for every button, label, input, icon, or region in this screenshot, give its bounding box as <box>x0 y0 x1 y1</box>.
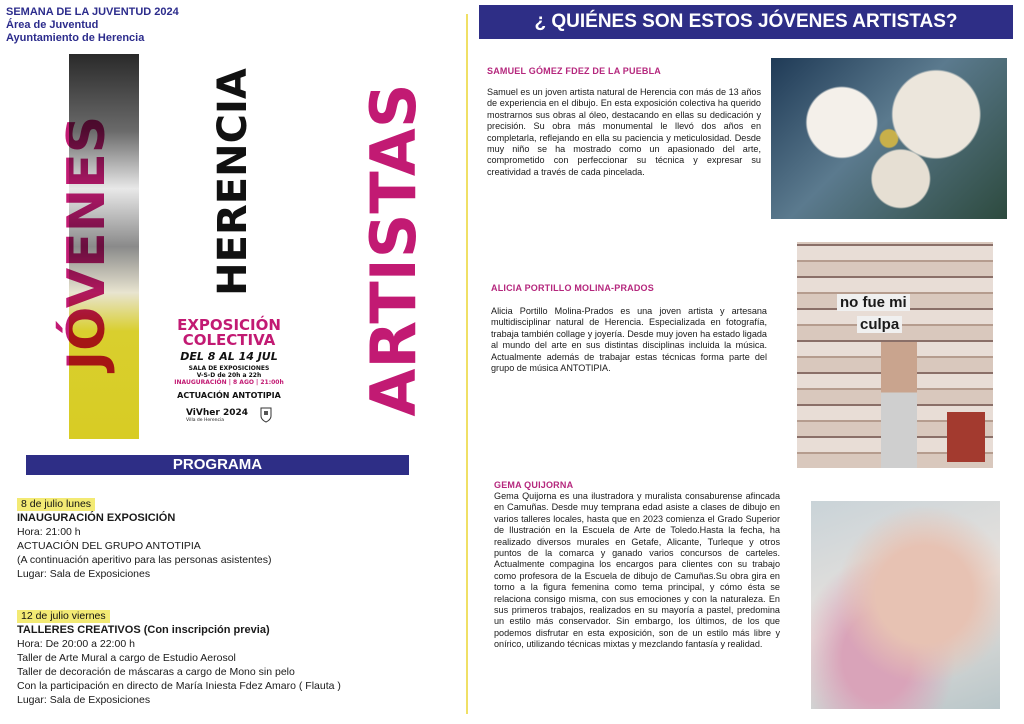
event-1-title: INAUGURACIÓN EXPOSICIÓN <box>17 512 176 524</box>
event-1-line-3: (A continuación aperitivo para las personas asistentes) <box>17 554 272 566</box>
artwork-text-1: no fue mi <box>837 294 910 311</box>
artist-2-artwork-collage <box>797 242 993 468</box>
poster-dates: DEL 8 AL 14 JUL <box>180 350 278 363</box>
header-block <box>6 6 206 45</box>
header-line-1: SEMANA DE LA JUVENTUD 2024 <box>6 6 179 18</box>
poster-inauguracion: INAUGURACIÓN | 8 AGO | 21:00h <box>174 379 284 386</box>
artist-1-artwork-magnolias <box>771 58 1007 219</box>
event-2-line-5: Lugar: Sala de Exposiciones <box>17 694 151 706</box>
collage-portrait <box>947 412 985 462</box>
event-2-line-3: Taller de decoración de máscaras a cargo de Mono sin pelo <box>17 666 295 678</box>
event-2-line-2: Taller de Arte Mural a cargo de Estudio Aerosol <box>17 652 236 664</box>
poster-actuacion: ACTUACIÓN ANTOTIPIA <box>177 391 281 400</box>
poster-word-herencia: HERENCIA <box>210 68 256 296</box>
header-line-2: Área de Juventud <box>6 19 99 31</box>
event-1-line-1: Hora: 21:00 h <box>17 526 81 538</box>
vivher-logo-text: ViVher 2024 <box>186 407 248 418</box>
artwork-text-2: culpa <box>857 316 902 333</box>
artists-section-title: ¿ QUIÉNES SON ESTOS JÓVENES ARTISTAS? <box>479 5 1013 39</box>
poster-info-block <box>149 318 309 423</box>
artist-2-bio: Alicia Portillo Molina-Prados es una joven artista y artesana multidisciplinar natural de Herencia. Especializada en fotografía, trabaja también collage y joyería. Desde muy joven ha estado ligada al mundo del arte en sus distintas disciplinas incluida la música. Actualmente además de trabajar estas técnicas forma parte del grupo de música ANTOTIPIA. <box>491 306 767 374</box>
event-2-date: 12 de julio viernes <box>17 610 110 623</box>
page-divider <box>466 14 468 714</box>
event-1-line-2: ACTUACIÓN DEL GRUPO ANTOTIPIA <box>17 540 201 552</box>
event-1 <box>17 497 271 581</box>
poster-word-jovenes: JÓVENES <box>57 115 117 371</box>
exhibition-poster <box>55 50 430 445</box>
programa-title: PROGRAMA <box>26 455 409 475</box>
vivher-logo-sub: Villa de Herencia <box>186 417 224 423</box>
event-2 <box>17 609 341 707</box>
artist-1-bio: Samuel es un joven artista natural de Herencia con más de 13 años de experiencia en el dibujo. En esta exposición colectiva ha querido mostrarnos sus obras al óleo, destacando en ellas su dedicación y precisión. Su obra más monumental le llevó dos años en completarla, reflejando en ella su paciencia y meticulosidad. Desde muy niño se ha mostrado como un apasionado del arte, comprometido con perfeccionar su técnica y expresar su creatividad a través de cada pincelada. <box>487 87 761 177</box>
poster-exposicion: EXPOSICIÓN <box>177 316 281 334</box>
event-1-line-4: Lugar: Sala de Exposiciones <box>17 568 151 580</box>
event-2-title: TALLERES CREATIVOS (Con inscripción previa) <box>17 624 270 636</box>
artist-1-name: SAMUEL GÓMEZ FDEZ DE LA PUEBLA <box>487 66 662 76</box>
event-2-line-1: Hora: De 20:00 a 22:00 h <box>17 638 135 650</box>
artist-3-artwork-face <box>811 501 1000 709</box>
vivher-logo <box>186 408 248 423</box>
header-line-3: Ayuntamiento de Herencia <box>6 32 145 44</box>
collage-figure <box>881 342 917 468</box>
artist-2-name: ALICIA PORTILLO MOLINA-PRADOS <box>491 283 654 293</box>
poster-horario: V-S-D de 20h a 22h <box>196 372 262 379</box>
poster-sala: SALA DE EXPOSICIONES <box>188 365 270 372</box>
event-1-date: 8 de julio lunes <box>17 498 95 511</box>
poster-word-artistas: ARTISTAS <box>357 83 430 417</box>
event-2-line-4: Con la participación en directo de María Iniesta Fdez Amaro ( Flauta ) <box>17 680 341 692</box>
artist-3-bio: Gema Quijorna es una ilustradora y muralista consaburense afincada en Camuñas. Desde muy temprana edad asiste a clases de dibujo en varios talleres locales, hasta que en 2023 comienza el Grado Superior de Ilustración en la Escuela de Arte de Toledo.Hasta la fecha, ha realizado diversos murales en Getafe, Alicante, Turleque y otros puntos de la comarca y ganado varios concursos de carteles. Actualmente compagina los encargos para clientes con su trabajo como profesora de la Escuela de dibujo de Camuñas.Su obra gira en torno a la figura femenina como tema principal, y cómo ésta se relaciona consigo misma, con sus emociones y con la naturaleza. En sus primeros trabajos, realizados en su mayoría a pastel, predomina un estilo más conservador. Sin embargo, los últimos, de los que podemos disfrutar en esta exposición, son de un estilo más libre y onírico, utilizando técnicas mixtas y mezclando fantasía y realidad. <box>494 491 780 650</box>
poster-colectiva: COLECTIVA <box>182 331 276 349</box>
town-crest-icon <box>260 407 272 423</box>
artist-3-name: GEMA QUIJORNA <box>494 480 574 490</box>
